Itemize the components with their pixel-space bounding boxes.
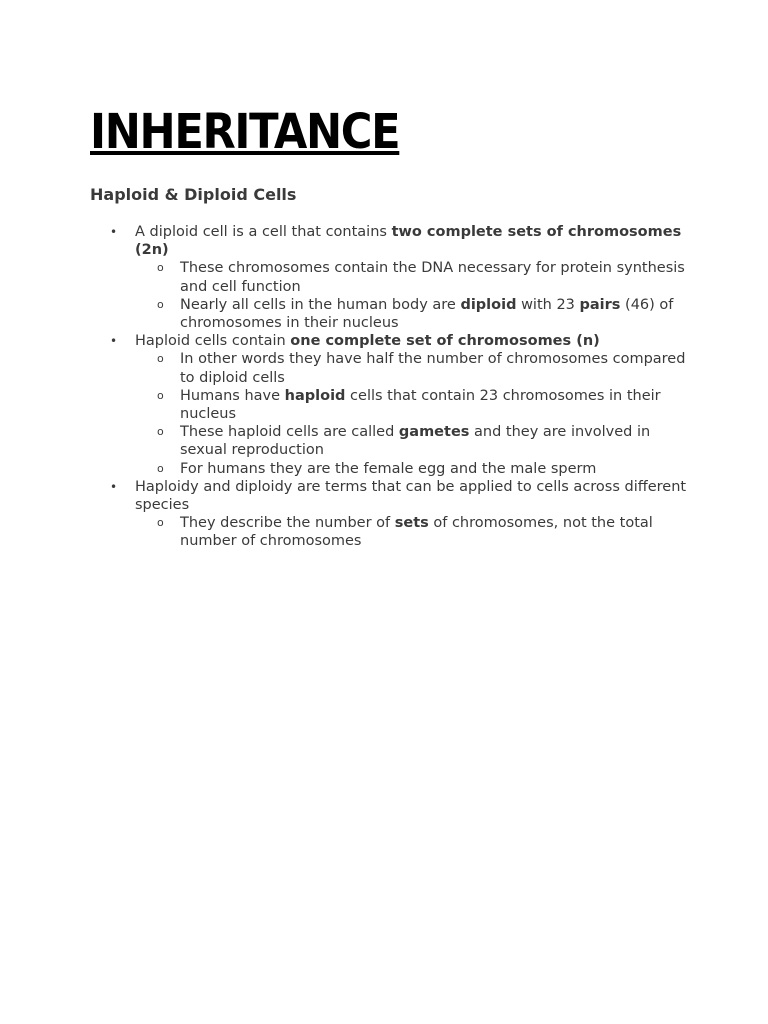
section-heading: Haploid & Diploid Cells	[90, 185, 297, 204]
list-text: Nearly all cells in the human body are	[180, 296, 461, 313]
sub-bullet-icon: o	[157, 461, 164, 475]
list-text: They describe the number of	[180, 515, 395, 532]
list-text: Haploidy and diploidy are terms that can be applied to cells across different species	[135, 478, 687, 514]
list-text: with 23	[516, 296, 580, 313]
list-text: A diploid cell is a cell that contains	[135, 224, 392, 240]
emphasis-text: pairs	[579, 296, 621, 313]
list-text: In other words they have half the number of chromosomes compared to diploid cells	[180, 351, 686, 386]
bullet-icon: •	[110, 225, 118, 239]
emphasis-text: haploid	[284, 387, 346, 404]
emphasis-text: gametes	[398, 424, 470, 441]
list-text: and they are involved in sexual reproduction	[180, 424, 651, 459]
emphasis-text: sets	[394, 515, 429, 532]
list-text: These chromosomes contain the DNA necessary for protein synthesis and cell function	[180, 260, 685, 295]
list-item	[90, 223, 690, 259]
list-item	[90, 478, 690, 514]
bullet-list	[90, 223, 690, 551]
list-text: (46) of chromosomes in their nucleus	[180, 296, 674, 332]
emphasis-text: diploid	[460, 296, 517, 313]
list-text: Haploid cells contain	[135, 333, 291, 350]
list-item	[90, 332, 690, 350]
sub-list-item	[135, 423, 690, 459]
list-text: of chromosomes, not the total number of chromosomes	[180, 515, 653, 550]
sub-list-item	[135, 387, 690, 423]
emphasis-text: two complete sets of chromosomes (2n)	[135, 224, 682, 259]
sub-bullet-icon: o	[157, 261, 164, 275]
bullet-icon: •	[110, 334, 118, 349]
sub-bullet-icon: o	[157, 352, 164, 366]
list-text: These haploid cells are called	[180, 424, 399, 441]
list-text: For humans they are the female egg and the male sperm	[180, 460, 597, 477]
sub-list-item	[135, 350, 690, 386]
sub-list-item	[135, 259, 690, 295]
sub-bullet-icon: o	[157, 297, 164, 311]
emphasis-text: one complete set of chromosomes (n)	[290, 333, 600, 350]
bullet-icon: •	[110, 479, 118, 494]
sub-list-item	[135, 514, 690, 550]
list-text: cells that contain 23 chromosomes in their nucleus	[180, 387, 661, 423]
list-text: Humans have	[180, 387, 285, 404]
page-title: INHERITANCE	[90, 104, 400, 160]
sub-bullet-icon: o	[157, 516, 164, 530]
sub-list-item	[135, 296, 690, 332]
sub-bullet-icon: o	[157, 425, 164, 439]
sub-list-item	[135, 460, 690, 478]
sub-bullet-icon: o	[157, 388, 164, 402]
